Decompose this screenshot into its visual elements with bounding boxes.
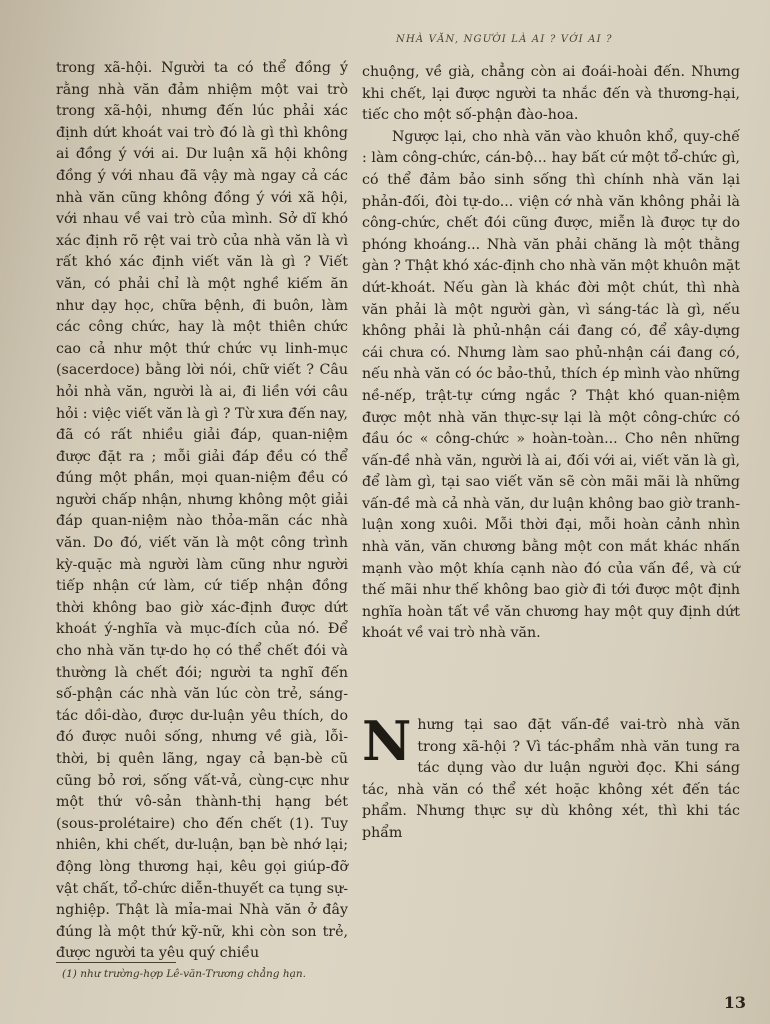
- dropcap-paragraph-text: hưng tại sao đặt vấn-đề vai-trò nhà văn trong xã-hội ? Vì tác-phẩm nhà văn tung ra tác dụng vào dư luận người đọc. Khi sáng tác, nhà văn có thể xét hoặc không xét đến tác phẩm. Nhưng thực sự dù không xét, thì khi tác phẩm: [362, 717, 740, 841]
- right-paragraph-1: chuộng, về già, chẳng còn ai đoái-hoài đến. Nhưng khi chết, lại được người ta nhắc đến và thương-hại, tiếc cho một số-phận đào-hoa.: [362, 64, 740, 124]
- dropcap-letter: N: [362, 709, 412, 774]
- right-column: [362, 62, 740, 845]
- footnote: (1) như trường-hợp Lê-văn-Trương chẳng hạn.: [62, 968, 306, 980]
- page-number: 13: [723, 993, 746, 1012]
- left-paragraph-1: trong xã-hội. Người ta có thể đồng ý rằng nhà văn đảm nhiệm một vai trò trong xã-hội, nhưng đến lúc phải xác định dứt khoát vai trò đó là gì thì không ai đồng ý với ai. Dư luận xã hội không đồng ý với nhau đã vậy mà ngay cả các nhà văn cũng không đồng ý với xã hội, với nhau về vai trò của mình. Sở dĩ khó xác định rõ rệt vai trò của nhà văn là vì rất khó xác định viết văn là gì ? Viết văn, có phải chỉ là một nghề kiếm ăn như dạy học, chữa bệnh, đi buôn, làm các công chức, hay là một thiên chức cao cả như một thứ chức vụ linh-mục (sacerdoce) bằng lời nói, chữ viết ? Câu hỏi nhà văn, người là ai, đi liền với câu hỏi : việc viết văn là gì ? Từ xưa đến nay, đã có rất nhiều giải đáp, quan-niệm được đặt ra ; mỗi giải đáp đều có thể đúng một phần, mọi quan-niệm đều có người chấp nhận, nhưng không một giải đáp quan-niệm nào thỏa-mãn các nhà văn. Do đó, viết văn là một công trình kỳ-quặc mà người làm cũng như người tiếp nhận cứ làm, cứ tiếp nhận đồng thời không bao giờ xác-định được dứt khoát ý-nghĩa và mục-đích của nó. Để cho nhà văn tự-do họ có thể chết đói và thường là chết đói; người ta nghĩ đến số-phận các nhà văn lúc còn trẻ, sáng-tác dồi-dào, được dư-luận yêu thích, do đó được nuôi sống, nhưng về già, lỗi-thời, bị quên lãng, ngay cả bạn-bè cũ cũng bỏ rơi, sống vất-vả, cùng-cực như một thứ vô-sản thành-thị hạng bét (sous-prolétaire) cho đến chết (1). Tuy nhiên, khi chết, dư-luận, bạn bè nhớ lại; động lòng thương hại, kêu gọi giúp-đỡ vật chất, tổ-chức diễn-thuyết ca tụng sự-nghiệp. Thật là mỉa-mai Nhà văn ở đây đúng là một thứ kỹ-nữ, khi còn son trẻ, được người ta yêu quý chiều: [56, 60, 348, 962]
- right-paragraph-2: Ngược lại, cho nhà văn vào khuôn khổ, quy-chế : làm công-chức, cán-bộ... hay bất cứ một tổ-chức gì, có thể đảm bảo sinh sống thì chính nhà văn lại phản-đối, đòi tự-do... viện cớ nhà văn không phải là công-chức, chết đói cũng được, miễn là được tự do phóng khoáng... Nhà văn phải chăng là một thằng gàn ? Thật khó xác-định cho nhà văn một khuôn mặt dứt-khoát. Nếu gàn là khác đời một chút, thì nhà văn phải là một người gàn, vì sáng-tác là gì, nếu không phải là phủ-nhận cái đang có, để xây-dựng cái chưa có. Nhưng làm sao phủ-nhận cái đang có, nếu nhà văn có óc bảo-thủ, thích ép mình vào những nề-nếp, trật-tự cứng ngắc ? Thật khó quan-niệm được một nhà văn thực-sự lại là một công-chức có đầu óc « công-chức » hoàn-toàn... Cho nên những vấn-đề nhà văn, người là ai, đối với ai, viết văn là gì, để làm gì, tại sao viết văn sẽ còn mãi mãi là những vấn-đề mà cả nhà văn, dư luận không bao giờ tranh-luận xong xuôi. Mỗi thời đại, mỗi hoàn cảnh nhìn nhà văn, văn chương bằng một con mắt khác nhấn mạnh vào một khía cạnh nào đó của vấn đề, và cứ thế mãi như thế không bao giờ đi tới được một định nghĩa hoàn tất về văn chương hay một quy định dứt khoát về vai trò nhà văn.: [362, 128, 740, 642]
- section-gap: [362, 645, 740, 715]
- running-header: NHÀ VĂN, NGƯỜI LÀ AI ? VỚI AI ?: [396, 34, 613, 45]
- right-paragraph-3: [362, 709, 740, 845]
- footnote-rule: [56, 962, 176, 963]
- left-column: [56, 58, 348, 965]
